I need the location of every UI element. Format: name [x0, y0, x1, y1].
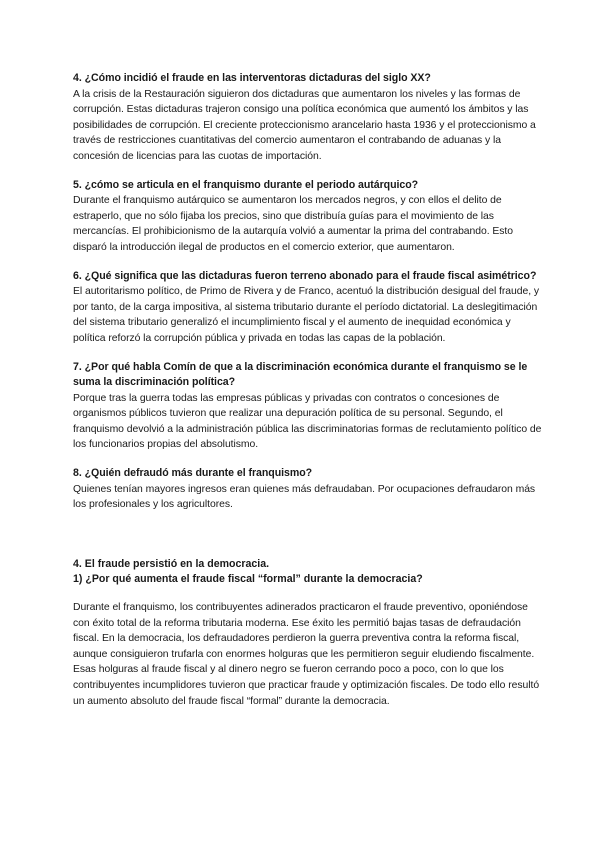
question-4: 4. ¿Cómo incidió el fraude en las interventoras dictaduras del siglo XX?	[73, 72, 431, 84]
qa-block-4	[73, 71, 543, 165]
question-7: 7. ¿Por qué habla Comín de que a la discriminación económica durante el franquismo se le suma la discriminación política?	[73, 360, 528, 389]
qa-block-7	[73, 360, 543, 454]
answer-6: El autoritarismo político, de Primo de Rivera y de Franco, acentuó la distribución desigual del fraude, y por tanto, de la carga impositiva, al sistema tributario durante el período dictatorial. La deslegitimación del sistema tributario generalizó el incumplimiento fiscal y el aumento de inequidad económica y política reforzó la corrupción pública y privada en todas las capas de la población.	[73, 286, 540, 344]
section-title: 4. El fraude persistió en la democracia.	[73, 557, 270, 570]
qa-block-8	[73, 466, 543, 513]
qa-block-5	[73, 178, 543, 256]
question-6: 6. ¿Qué significa que las dictaduras fueron terreno abonado para el fraude fiscal asimétrico?	[73, 269, 537, 282]
question-5: 5. ¿cómo se articula en el franquismo durante el periodo autárquico?	[73, 178, 419, 191]
section-answer: Durante el franquismo, los contribuyentes adinerados practicaron el fraude preventivo, oponiéndose con éxito total de la reforma tributaria moderna. Ese éxito les permitió bajas tasas de defraudación fiscal. En la democracia, los defraudadores perdieron la guerra preventiva contra la reforma fiscal, aunque consiguieron trufarla con enormes holguras que les permitieron seguir eludiendo fiscalmente. Esas holguras al fraude fiscal y al dinero negro se fueron cerrando poco a poco, con lo que los contribuyentes incumplidores tuvieron que practicar fraude y optimización fiscales. De todo ello resultó un aumento absoluto del fraude fiscal “formal” durante la democracia.	[73, 602, 540, 707]
section-democracy	[73, 557, 543, 709]
answer-7: Porque tras la guerra todas las empresas públicas y privadas con contratos o concesiones de organismos públicos tuvieron que realizar una depuración política de su personal. Segundo, el franquismo devolvió a la administración pública las discriminatorias formas de reclutamiento político de los funcionarios propias del absolutismo.	[73, 392, 542, 451]
section-question: 1) ¿Por qué aumenta el fraude fiscal “formal” durante la democracia?	[73, 573, 423, 586]
answer-8: Quienes tenían mayores ingresos eran quienes más defraudaban. Por ocupaciones defraudaron más los profesionales y los agricultores.	[73, 483, 536, 511]
answer-4: A la crisis de la Restauración siguieron dos dictaduras que aumentaron los niveles y las formas de corrupción. Estas dictaduras trajeron consigo una política económica que aumentó los ámbitos y las posibilidades de corrupción. El creciente proteccionismo arancelario hasta 1936 y el proteccionismo a través de restricciones cuantitativas del comercio aumentaron el contrabando de aduanas y la concesión de licencias para las cuotas de importación.	[73, 88, 536, 162]
question-8: 8. ¿Quién defraudó más durante el franquismo?	[73, 467, 313, 480]
answer-5: Durante el franquismo autárquico se aumentaron los mercados negros, y con ellos el delito de estraperlo, que no sólo fijaba los precios, sino que distribuía guías para el movimiento de las mercancías. El prohibicionismo de la autarquía volvió a aumentar la prima del contrabando. Esto disparó la introducción ilegal de productos en el comercio exterior, que aumentaron.	[73, 195, 513, 253]
document-page	[73, 71, 543, 709]
qa-block-6	[73, 269, 543, 347]
